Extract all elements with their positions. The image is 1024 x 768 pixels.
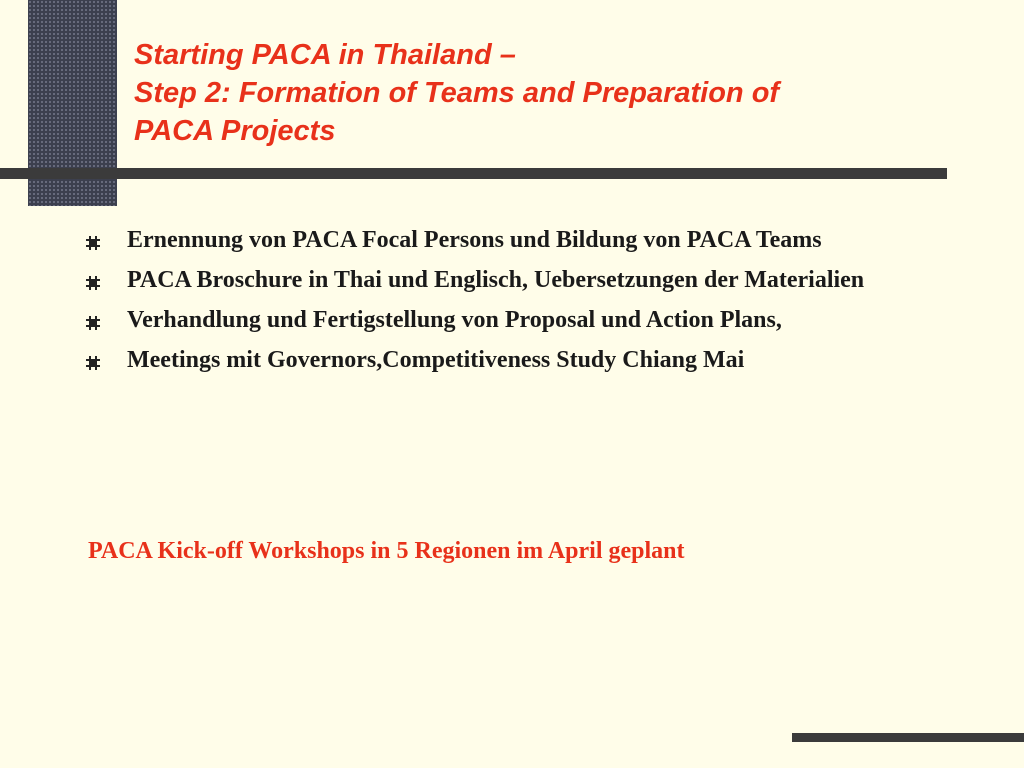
bullet-item <box>86 264 906 297</box>
bullet-text: Verhandlung und Fertigstellung von Proposal und Action Plans, <box>127 307 782 333</box>
bullet-item <box>86 224 906 257</box>
bullet-text: Meetings mit Governors,Competitiveness Study Chiang Mai <box>127 347 745 373</box>
title-line: PACA Projects <box>134 115 336 147</box>
title-line: Step 2: Formation of Teams and Preparation of <box>134 77 780 109</box>
hash-square-bullet-icon <box>86 356 100 370</box>
slide-title <box>134 36 934 150</box>
bullet-text: PACA Broschure in Thai und Englisch, Uebersetzungen der Materialien <box>127 267 865 293</box>
title-divider-rule <box>0 168 947 179</box>
bullet-list <box>86 224 906 384</box>
hash-square-bullet-icon <box>86 236 100 250</box>
bullet-text: Ernennung von PACA Focal Persons und Bildung von PACA Teams <box>127 227 822 253</box>
hash-square-bullet-icon <box>86 316 100 330</box>
bottom-divider-rule <box>792 733 1024 742</box>
hash-square-bullet-icon <box>86 276 100 290</box>
footer-note: PACA Kick-off Workshops in 5 Regionen im April geplant <box>88 538 685 564</box>
bullet-item <box>86 344 906 377</box>
title-line: Starting PACA in Thailand – <box>134 39 516 71</box>
bullet-item <box>86 304 906 337</box>
